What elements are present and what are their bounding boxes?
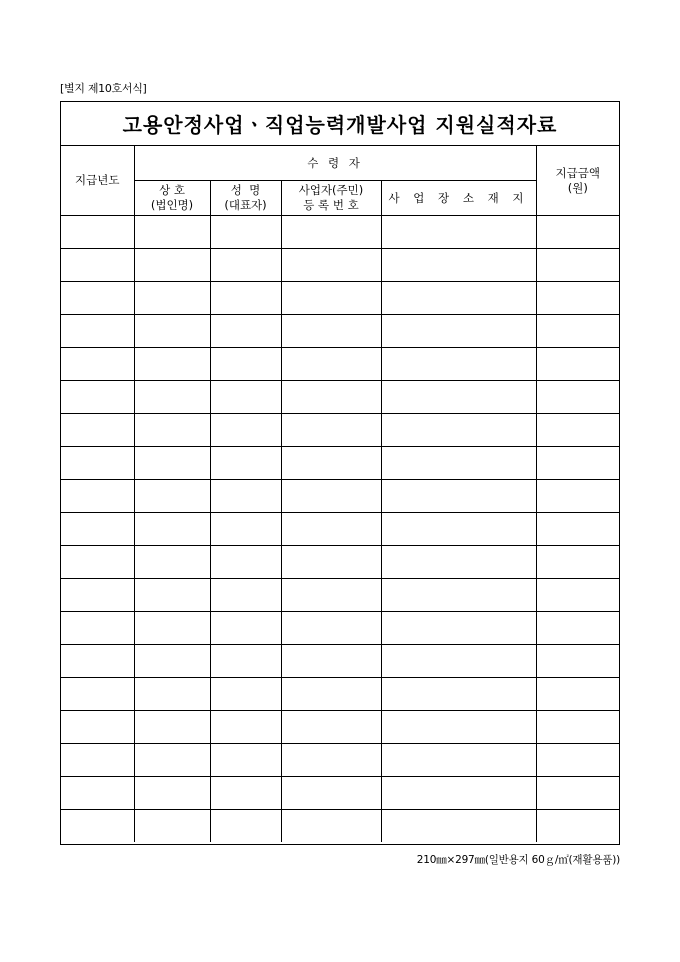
table-cell[interactable] [134, 645, 210, 678]
header-regno-line1: 사업자(주민) [298, 183, 364, 197]
support-record-form [60, 101, 620, 845]
table-cell[interactable] [134, 381, 210, 414]
header-company-line1: 상 호 [159, 183, 185, 197]
table-cell[interactable] [61, 777, 134, 810]
table-cell[interactable] [134, 216, 210, 249]
table-cell[interactable] [536, 810, 619, 843]
paper-spec-note: 210㎜×297㎜(일반용지 60ｇ/㎡(재활용품)) [416, 854, 620, 866]
table-cell[interactable] [381, 645, 536, 678]
table-cell[interactable] [210, 513, 281, 546]
table-cell[interactable] [536, 744, 619, 777]
table-cell[interactable] [536, 645, 619, 678]
table-cell[interactable] [381, 282, 536, 315]
table-cell[interactable] [210, 546, 281, 579]
table-cell[interactable] [210, 216, 281, 249]
table-cell[interactable] [281, 612, 381, 645]
table-cell[interactable] [381, 513, 536, 546]
table-cell[interactable] [281, 513, 381, 546]
table-row [61, 513, 619, 546]
header-amount-line2: (원) [567, 180, 588, 195]
table-cell[interactable] [61, 579, 134, 612]
table-cell[interactable] [210, 645, 281, 678]
table-cell[interactable] [381, 678, 536, 711]
table-cell[interactable] [134, 282, 210, 315]
table-cell[interactable] [281, 711, 381, 744]
table-cell[interactable] [61, 546, 134, 579]
table-cell[interactable] [61, 249, 134, 282]
table-cell[interactable] [134, 480, 210, 513]
table-cell[interactable] [210, 348, 281, 381]
table-cell[interactable] [61, 678, 134, 711]
table-cell[interactable] [381, 447, 536, 480]
table-row [61, 315, 619, 348]
table-row [61, 744, 619, 777]
table-cell[interactable] [381, 546, 536, 579]
table-row [61, 546, 619, 579]
table-cell[interactable] [61, 447, 134, 480]
table-cell[interactable] [281, 777, 381, 810]
header-amount [536, 146, 619, 216]
table-cell[interactable] [134, 711, 210, 744]
table-cell[interactable] [381, 777, 536, 810]
table-cell[interactable] [61, 315, 134, 348]
table-cell[interactable] [381, 744, 536, 777]
table-cell[interactable] [210, 612, 281, 645]
table-row [61, 711, 619, 744]
table-cell[interactable] [381, 414, 536, 447]
table-cell[interactable] [536, 579, 619, 612]
table-row [61, 777, 619, 810]
table-cell[interactable] [536, 348, 619, 381]
table-row [61, 810, 619, 843]
table-cell[interactable] [134, 744, 210, 777]
header-amount-line1: 지급금액 [555, 165, 600, 180]
table-cell[interactable] [281, 348, 381, 381]
header-year: 지급년도 [61, 146, 134, 216]
table-cell[interactable] [281, 546, 381, 579]
table-cell[interactable] [134, 546, 210, 579]
table-cell[interactable] [210, 579, 281, 612]
table-cell[interactable] [536, 513, 619, 546]
table-cell[interactable] [536, 216, 619, 249]
table-cell[interactable] [134, 777, 210, 810]
table-cell[interactable] [281, 744, 381, 777]
table-cell[interactable] [281, 678, 381, 711]
table-cell[interactable] [134, 414, 210, 447]
table-row [61, 645, 619, 678]
table-row [61, 678, 619, 711]
table-cell[interactable] [281, 315, 381, 348]
header-regno [281, 181, 381, 216]
table-cell[interactable] [381, 711, 536, 744]
table-cell[interactable] [134, 810, 210, 843]
table-cell[interactable] [281, 414, 381, 447]
table-cell[interactable] [134, 348, 210, 381]
table-cell[interactable] [61, 612, 134, 645]
table-cell[interactable] [210, 447, 281, 480]
title-row [61, 102, 619, 146]
table-cell[interactable] [210, 414, 281, 447]
table-cell[interactable] [536, 282, 619, 315]
table-cell[interactable] [381, 348, 536, 381]
table-cell[interactable] [210, 711, 281, 744]
table-cell[interactable] [381, 810, 536, 843]
table-cell[interactable] [61, 645, 134, 678]
table-row [61, 612, 619, 645]
table-cell[interactable] [281, 810, 381, 843]
header-company [134, 181, 210, 216]
table-cell[interactable] [210, 810, 281, 843]
table-row [61, 414, 619, 447]
table-cell[interactable] [381, 612, 536, 645]
table-cell[interactable] [536, 480, 619, 513]
header-recipient: 수 령 자 [134, 146, 536, 181]
table-cell[interactable] [61, 744, 134, 777]
table-cell[interactable] [536, 678, 619, 711]
table-cell[interactable] [281, 579, 381, 612]
header-name-line1: 성 명 [230, 183, 261, 197]
table-cell[interactable] [381, 315, 536, 348]
table-cell[interactable] [281, 480, 381, 513]
table-cell[interactable] [281, 447, 381, 480]
header-name-line2: (대표자) [224, 198, 267, 212]
table-cell[interactable] [536, 612, 619, 645]
table-cell[interactable] [61, 216, 134, 249]
table-cell[interactable] [134, 315, 210, 348]
table-cell[interactable] [210, 315, 281, 348]
form-title: 고용안정사업ㆍ직업능력개발사업 지원실적자료 [122, 113, 558, 137]
table-cell[interactable] [536, 315, 619, 348]
table-row [61, 381, 619, 414]
table-cell[interactable] [210, 282, 281, 315]
table-row [61, 249, 619, 282]
table-cell[interactable] [61, 711, 134, 744]
table-cell[interactable] [61, 810, 134, 843]
table-cell[interactable] [210, 678, 281, 711]
table-cell[interactable] [536, 414, 619, 447]
table-cell[interactable] [61, 348, 134, 381]
table-cell[interactable] [61, 381, 134, 414]
table-row [61, 216, 619, 249]
table-cell[interactable] [61, 513, 134, 546]
table-cell[interactable] [281, 249, 381, 282]
table-cell[interactable] [210, 381, 281, 414]
table-cell[interactable] [381, 579, 536, 612]
table-row [61, 282, 619, 315]
table-row [61, 447, 619, 480]
table-cell[interactable] [281, 216, 381, 249]
header-row-2 [61, 181, 619, 216]
table-cell[interactable] [210, 249, 281, 282]
table-cell[interactable] [134, 612, 210, 645]
table-cell[interactable] [381, 381, 536, 414]
table-cell[interactable] [381, 249, 536, 282]
table-cell[interactable] [536, 711, 619, 744]
table-cell[interactable] [134, 447, 210, 480]
table-cell[interactable] [210, 480, 281, 513]
header-regno-line2: 등 록 번 호 [303, 198, 359, 212]
table-cell[interactable] [281, 282, 381, 315]
table-row [61, 348, 619, 381]
form-number-label: [별지 제10호서식] [60, 82, 147, 95]
header-name [210, 181, 281, 216]
header-address: 사 업 장 소 재 지 [381, 181, 536, 216]
table-cell[interactable] [281, 381, 381, 414]
table-cell[interactable] [381, 216, 536, 249]
table-cell[interactable] [134, 678, 210, 711]
header-company-line2: (법인명) [150, 198, 194, 212]
table-cell[interactable] [134, 249, 210, 282]
table-row [61, 579, 619, 612]
table-cell[interactable] [134, 513, 210, 546]
header-row-1 [61, 146, 619, 181]
table-cell[interactable] [381, 480, 536, 513]
table-row [61, 480, 619, 513]
table-cell[interactable] [61, 414, 134, 447]
table-cell[interactable] [281, 645, 381, 678]
table-cell[interactable] [536, 777, 619, 810]
table-cell[interactable] [536, 249, 619, 282]
table-cell[interactable] [134, 579, 210, 612]
table-cell[interactable] [61, 282, 134, 315]
table-cell[interactable] [536, 381, 619, 414]
table-cell[interactable] [210, 777, 281, 810]
records-table [61, 146, 619, 842]
table-cell[interactable] [61, 480, 134, 513]
table-cell[interactable] [536, 546, 619, 579]
table-cell[interactable] [536, 447, 619, 480]
table-cell[interactable] [210, 744, 281, 777]
